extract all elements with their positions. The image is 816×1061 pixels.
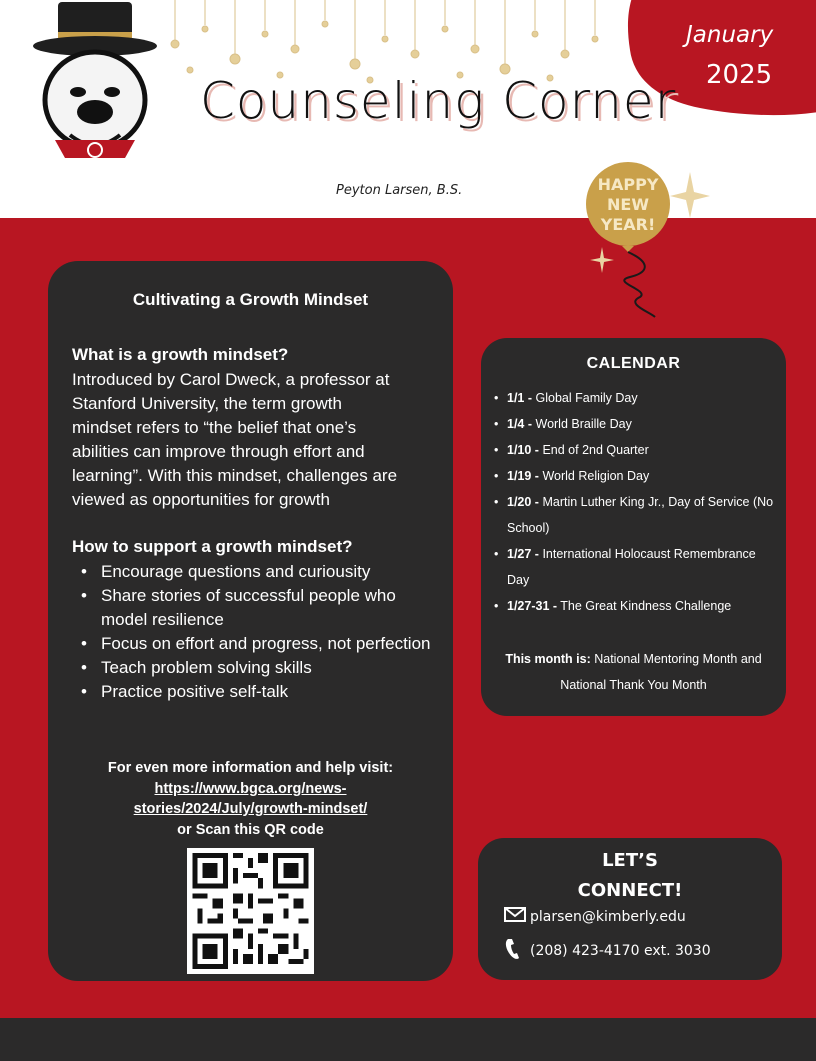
email-link[interactable]: plarsen@kimberly.edu xyxy=(530,908,686,925)
list-item xyxy=(507,463,777,489)
phone-row xyxy=(504,937,711,965)
calendar-title: CALENDAR xyxy=(586,355,681,372)
event-name: Martin Luther King Jr., Day of Service (No School) xyxy=(507,495,774,535)
phone-icon xyxy=(504,937,530,965)
connect-title-line: LET’S xyxy=(602,850,658,871)
info-text: For even more information and help visit: xyxy=(107,760,394,776)
event-date: 1/1 - xyxy=(507,391,533,405)
list-item: • Focus on effort and progress, not perfection xyxy=(101,632,436,656)
envelope-icon xyxy=(504,907,530,926)
definition-line: mindset refers to “the belief that one’s xyxy=(72,418,357,437)
event-date: 1/10 - xyxy=(507,443,539,457)
list-item xyxy=(507,593,777,619)
calendar-panel xyxy=(481,338,786,716)
definition-line: viewed as opportunities for growth xyxy=(72,490,330,509)
event-name: The Great Kindness Challenge xyxy=(560,599,732,613)
list-item xyxy=(507,541,777,593)
balloon-text-3: YEAR! xyxy=(600,215,656,234)
new-year-balloon-icon xyxy=(580,152,720,322)
list-item xyxy=(507,489,777,541)
qr-code[interactable] xyxy=(187,848,314,974)
connect-title-line: CONNECT! xyxy=(577,880,683,901)
connect-panel xyxy=(478,838,782,980)
author-name: Peyton Larsen, B.S. xyxy=(336,183,463,198)
balloon-text-1: HAPPY xyxy=(597,175,659,194)
phone-number[interactable]: (208) 423-4170 ext. 3030 xyxy=(530,943,711,959)
event-name: World Braille Day xyxy=(535,417,632,431)
list-item: • Encourage questions and curiousity xyxy=(101,560,436,584)
event-name: International Holocaust Remembrance Day xyxy=(507,547,756,587)
list-item: • Share stories of successful people who model resilience xyxy=(101,584,436,632)
question-heading-1: What is a growth mindset? xyxy=(72,345,289,364)
list-item xyxy=(507,411,777,437)
list-item: • Practice positive self-talk xyxy=(101,680,436,704)
bulldog-mascot-icon xyxy=(30,0,160,170)
definition-line: Stanford University, the term growth xyxy=(72,394,342,413)
month-observances xyxy=(481,646,786,698)
definition-line: Introduced by Carol Dweck, a professor at xyxy=(72,370,390,389)
growth-mindset-panel xyxy=(48,261,453,981)
calendar-list xyxy=(507,385,777,619)
event-date: 1/27 - xyxy=(507,547,539,561)
resource-link-continued[interactable]: stories/2024/July/growth-mindset/ xyxy=(133,801,368,817)
balloon-text-2: NEW xyxy=(607,195,649,214)
support-tips-list xyxy=(101,560,436,704)
event-date: 1/19 - xyxy=(507,469,539,483)
connect-title xyxy=(478,846,782,906)
month-label: This month is: xyxy=(505,652,591,666)
event-date: 1/20 - xyxy=(507,495,539,509)
panel-title: Cultivating a Growth Mindset xyxy=(132,290,369,309)
definition-line: abilities can improve through effort and xyxy=(72,442,365,461)
event-name: End of 2nd Quarter xyxy=(542,443,649,457)
footer-bar xyxy=(0,1018,816,1061)
definition-line: learning”. With this mindset, challenges are xyxy=(72,466,398,485)
newsletter-title: Counseling Corner xyxy=(200,72,677,130)
event-date: 1/4 - xyxy=(507,417,533,431)
issue-year: 2025 xyxy=(706,60,773,90)
list-item xyxy=(507,385,777,411)
month-text: National Mentoring Month and National Thank You Month xyxy=(560,652,762,692)
resource-link[interactable]: https://www.bgca.org/news- xyxy=(154,781,347,797)
issue-month: January xyxy=(686,22,774,48)
event-name: Global Family Day xyxy=(535,391,638,405)
list-item xyxy=(507,437,777,463)
question-heading-2: How to support a growth mindset? xyxy=(72,537,353,556)
email-row xyxy=(504,907,686,926)
qr-code-icon xyxy=(187,848,314,974)
growth-mindset-definition xyxy=(72,368,432,512)
qr-prompt: or Scan this QR code xyxy=(177,822,324,838)
list-item: • Teach problem solving skills xyxy=(101,656,436,680)
event-name: World Religion Day xyxy=(542,469,650,483)
event-date: 1/27-31 - xyxy=(507,599,558,613)
